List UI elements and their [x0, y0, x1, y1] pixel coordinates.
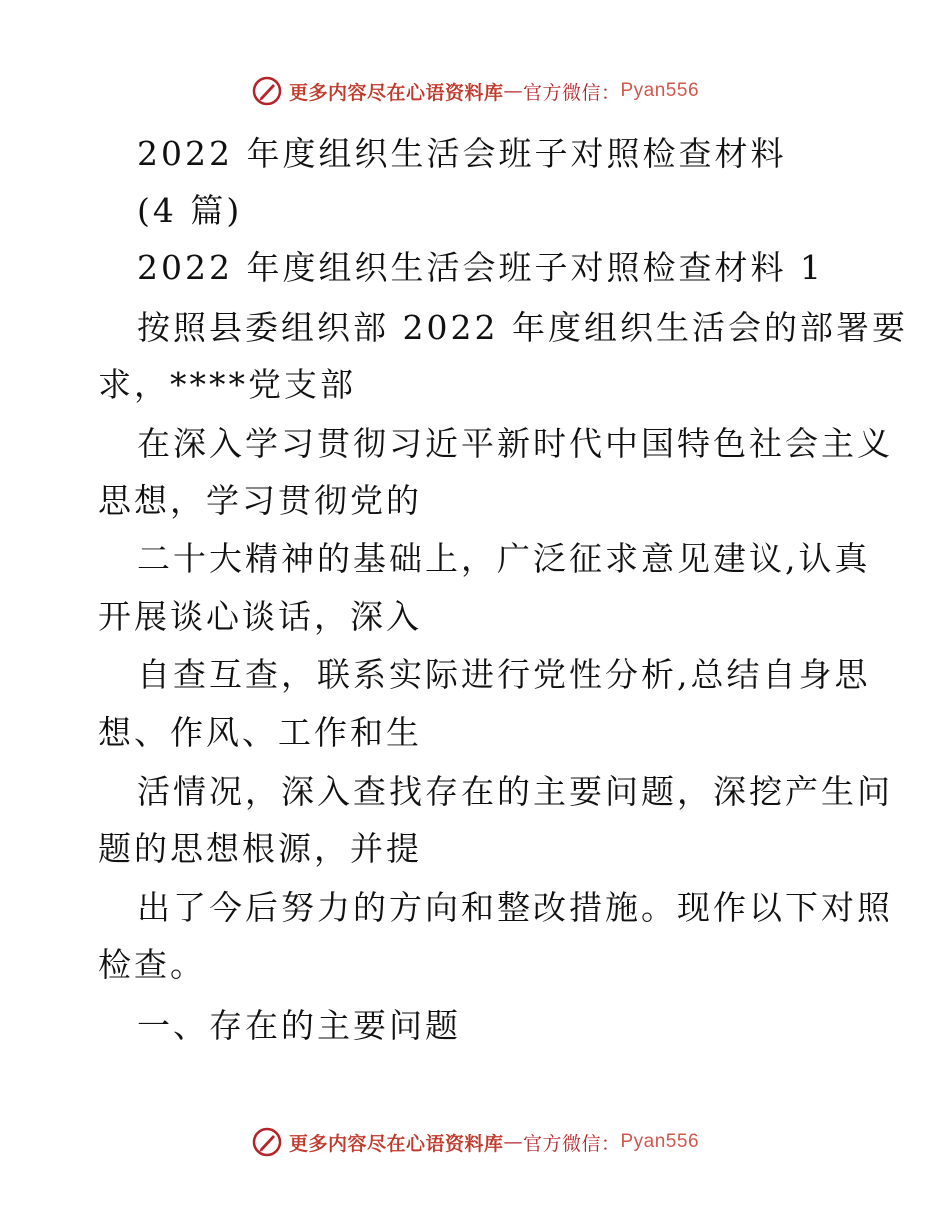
banner-wechat-label: 官方微信：: [522, 1132, 621, 1155]
paragraph-line: 开展谈心谈话，深入: [98, 597, 422, 636]
paragraph-line: 求，****党支部: [98, 365, 356, 404]
banner-separator: —: [503, 80, 523, 102]
footer-banner: [0, 1126, 950, 1158]
paragraph-line: 在深入学习贯彻习近平新时代中国特色社会主义: [137, 424, 893, 463]
title-line-2: (4 篇): [137, 191, 243, 230]
banner-brand: 更多内容尽在心语资料库: [288, 81, 504, 104]
title-line-1: 2022 年度组织生活会班子对照检查材料: [137, 134, 787, 173]
banner-handle: Pyan556: [620, 80, 700, 101]
paragraph-line: 题的思想根源，并提: [98, 829, 422, 868]
banner-wechat-label: 官方微信：: [522, 81, 621, 104]
paragraph-line: 思想，学习贯彻党的: [98, 481, 422, 520]
banner-separator: —: [503, 1131, 523, 1153]
banner-brand: 更多内容尽在心语资料库: [288, 1132, 504, 1155]
paragraph-line: 活情况，深入查找存在的主要问题，深挖产生问: [137, 772, 893, 811]
paragraph-line: 按照县委组织部 2022 年度组织生活会的部署要: [137, 308, 908, 347]
quill-logo-icon: [251, 1126, 283, 1158]
banner-handle: Pyan556: [620, 1131, 700, 1152]
paragraph-line: 二十大精神的基础上，广泛征求意见建议,认真: [137, 539, 871, 578]
subtitle: 2022 年度组织生活会班子对照检查材料 1: [137, 248, 824, 287]
paragraph-line: 检查。: [98, 945, 206, 984]
paragraph-line: 自查互查，联系实际进行党性分析,总结自身思: [137, 655, 871, 694]
paragraph-line: 想、作风、工作和生: [98, 713, 422, 752]
section-heading: 一、存在的主要问题: [137, 1006, 461, 1045]
paragraph-line: 出了今后努力的方向和整改措施。现作以下对照: [137, 888, 893, 927]
